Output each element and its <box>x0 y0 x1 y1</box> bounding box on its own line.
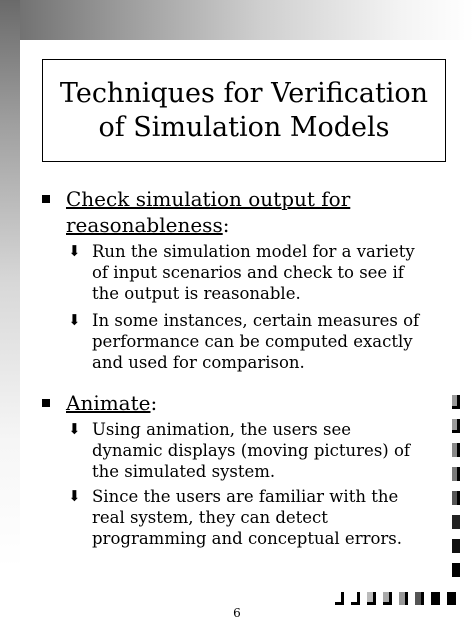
sub-bullet-line: of input scenarios and check to see if <box>92 263 404 282</box>
header-gradient-decoration <box>0 0 474 40</box>
sub-bullet-line: the output is reasonable. <box>92 284 301 303</box>
sub-bullet-line: real system, they can detect <box>92 508 328 527</box>
down-arrow-icon: ⬇ <box>68 242 81 260</box>
decor-block <box>447 592 456 605</box>
bullet-heading <box>66 390 442 416</box>
decor-block <box>399 592 408 605</box>
down-arrow-icon: ⬇ <box>68 420 81 438</box>
bullet-heading-underlined: Animate <box>66 391 151 415</box>
decor-block <box>335 592 344 605</box>
sub-bullet <box>68 241 446 304</box>
sub-bullet-line: the simulated system. <box>92 462 276 481</box>
bullet-heading-suffix: : <box>222 213 230 237</box>
decor-block <box>452 395 460 409</box>
decor-block <box>452 467 460 481</box>
down-arrow-icon: ⬇ <box>68 487 81 505</box>
decor-block <box>431 592 440 605</box>
page-number: 6 <box>233 606 241 620</box>
bullet-heading-underlined-line-2: reasonableness <box>66 213 223 237</box>
sub-bullet <box>68 486 446 549</box>
decor-block <box>383 592 392 605</box>
bullet-heading-suffix: : <box>150 391 158 415</box>
decor-block <box>452 419 460 433</box>
sub-bullet-line: Run the simulation model for a variety <box>92 242 415 261</box>
sub-bullet-line: Using animation, the users see <box>92 420 351 439</box>
decor-block <box>452 443 460 457</box>
sub-bullet <box>68 419 446 482</box>
decor-block <box>452 539 460 553</box>
decor-block <box>452 491 460 505</box>
bullet-heading <box>66 186 442 238</box>
bullet-animate <box>42 390 442 416</box>
bullet-check-output <box>42 186 442 238</box>
sub-bullet-line: In some instances, certain measures of <box>92 311 420 330</box>
sub-bullet <box>68 310 446 373</box>
title-line-2: of Simulation Models <box>98 111 390 143</box>
decor-block <box>415 592 424 605</box>
title-line-1: Techniques for Verification <box>59 77 429 109</box>
sub-bullet-line: dynamic displays (moving pictures) of <box>92 441 411 460</box>
sub-bullet-line: performance can be computed exactly <box>92 332 413 351</box>
left-gradient-decoration <box>0 0 20 631</box>
sub-bullet-line: programming and conceptual errors. <box>92 529 403 548</box>
sub-bullet-line: and used for comparison. <box>92 353 305 372</box>
sub-bullet-line: Since the users are familiar with the <box>92 487 399 506</box>
decor-block <box>452 515 460 529</box>
decor-block <box>351 592 360 605</box>
down-arrow-icon: ⬇ <box>68 311 81 329</box>
title-box <box>42 59 446 162</box>
bullet-heading-underlined-line-1: Check simulation output for <box>66 187 351 211</box>
square-bullet-icon <box>42 399 50 407</box>
decor-block <box>452 563 460 577</box>
square-bullet-icon <box>42 195 50 203</box>
decor-block <box>367 592 376 605</box>
